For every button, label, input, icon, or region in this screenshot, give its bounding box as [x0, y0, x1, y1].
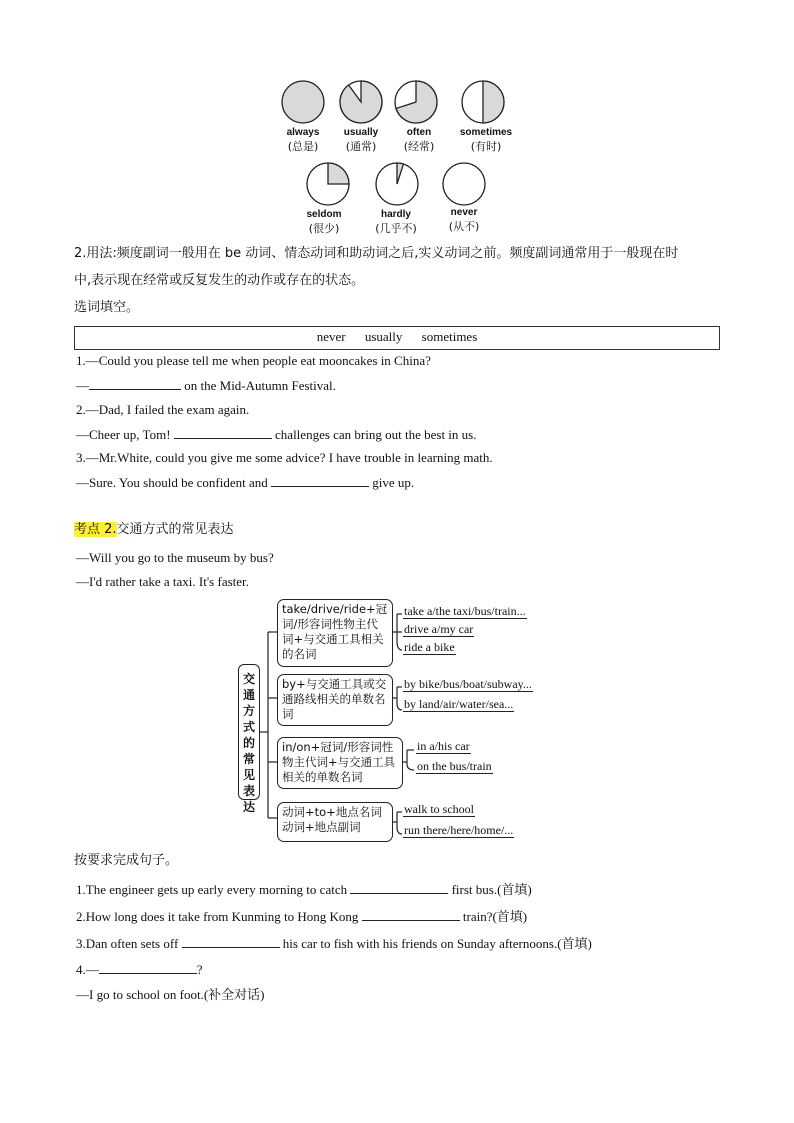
answer-blank[interactable] [362, 908, 460, 921]
line-text: train?(首填) [459, 909, 528, 924]
answer-blank[interactable] [182, 935, 280, 948]
exercise2-line [76, 935, 592, 952]
line-text: his car to fish with his friends on Sunday afternoons.(首填) [279, 936, 592, 951]
line-text: 3.—Mr.White, could you give me some advice? I have trouble in learning math. [76, 450, 493, 465]
line-text: on the Mid-Autumn Festival. [181, 378, 336, 393]
line-text: 3.Dan often sets off [76, 936, 182, 951]
freq-zh: (有时) [470, 140, 502, 153]
answer-blank[interactable] [99, 961, 197, 974]
mindmap-example: ride a bike [404, 640, 455, 654]
mindmap-example: by land/air/water/sea... [404, 697, 514, 711]
mindmap-branch-1: take/drive/ride+冠词/形容词性物主代词+与交通工具相关的名词 [277, 599, 393, 667]
freq-zh: (经常) [403, 140, 435, 153]
mindmap-example: on the bus/train [417, 759, 492, 773]
exercise1-instruction: 选词填空。 [74, 300, 140, 315]
mindmap-example: walk to school [404, 802, 474, 816]
freq-word: seldom [306, 209, 342, 220]
line-text: 2.—Dad, I failed the exam again. [76, 402, 250, 417]
mindmap-branch-3: in/on+冠词/形容词性物主代词+与交通工具相关的单数名词 [277, 737, 403, 789]
usage-line-1: 2.用法:频度副词一般用在 be 动词、情态动词和助动词之后,实义动词之前。频度副词通常用于一般现在时 [74, 246, 679, 261]
line-text: first bus.(首填) [448, 882, 532, 897]
word-bank-item: never [316, 329, 346, 344]
line-text: 2.How long does it take from Kunming to Hong Kong [76, 909, 362, 924]
freq-zh: (通常) [345, 140, 377, 153]
mindmap-branch-2: by+与交通工具或交通路线相关的单数名词 [277, 674, 393, 726]
line-text: —Sure. You should be confident and [76, 475, 271, 490]
freq-zh: (从不) [448, 220, 480, 233]
freq-zh: (总是) [287, 140, 319, 153]
mindmap-example: take a/the taxi/bus/train... [404, 604, 526, 618]
freq-word: never [450, 207, 478, 218]
mindmap-root: 交通方式的常见表达 [238, 664, 260, 800]
exercise2-line [76, 881, 532, 898]
exercise2-line [76, 908, 527, 925]
word-bank-item: sometimes [421, 329, 478, 344]
exercise2-line [76, 987, 264, 1003]
line-text: 1.—Could you please tell me when people eat mooncakes in China? [76, 353, 431, 368]
mindmap-example: run there/here/home/... [404, 823, 514, 837]
line-text: give up. [369, 475, 415, 490]
freq-word: often [406, 127, 432, 138]
freq-zh: (几乎不) [375, 222, 417, 235]
line-text: — [76, 378, 89, 393]
freq-word: hardly [380, 209, 411, 220]
line-text: ? [196, 962, 203, 977]
exercise2-instruction: 按要求完成句子。 [74, 853, 179, 868]
dialog-line: —Will you go to the museum by bus? [76, 550, 274, 565]
freq-word: always [286, 127, 320, 138]
freq-word: sometimes [459, 127, 513, 138]
freq-word: usually [343, 127, 379, 138]
mindmap-branch-4: 动词+to+地点名词 动词+地点副词 [277, 802, 393, 842]
mindmap-example: by bike/bus/boat/subway... [404, 677, 532, 691]
answer-blank[interactable] [350, 881, 448, 894]
section-tag: 考点 2. [74, 522, 117, 537]
dialog-line: —I'd rather take a taxi. It's faster. [76, 574, 249, 589]
freq-zh: (很少) [308, 222, 340, 235]
line-text: challenges can bring out the best in us. [271, 427, 477, 442]
line-text: —Cheer up, Tom! [76, 427, 174, 442]
section-title: 交通方式的常见表达 [116, 522, 234, 537]
word-bank-item: usually [364, 329, 403, 344]
mindmap-example: in a/his car [417, 739, 470, 753]
exercise2-line [76, 961, 203, 978]
line-text: 1.The engineer gets up early every morning to catch [76, 882, 351, 897]
usage-line-2: 中,表示现在经常或反复发生的动作或存在的状态。 [74, 273, 365, 288]
line-text: 4.— [76, 962, 99, 977]
line-text: —I go to school on foot.(补全对话) [76, 987, 265, 1002]
mindmap-example: drive a/my car [404, 622, 474, 636]
